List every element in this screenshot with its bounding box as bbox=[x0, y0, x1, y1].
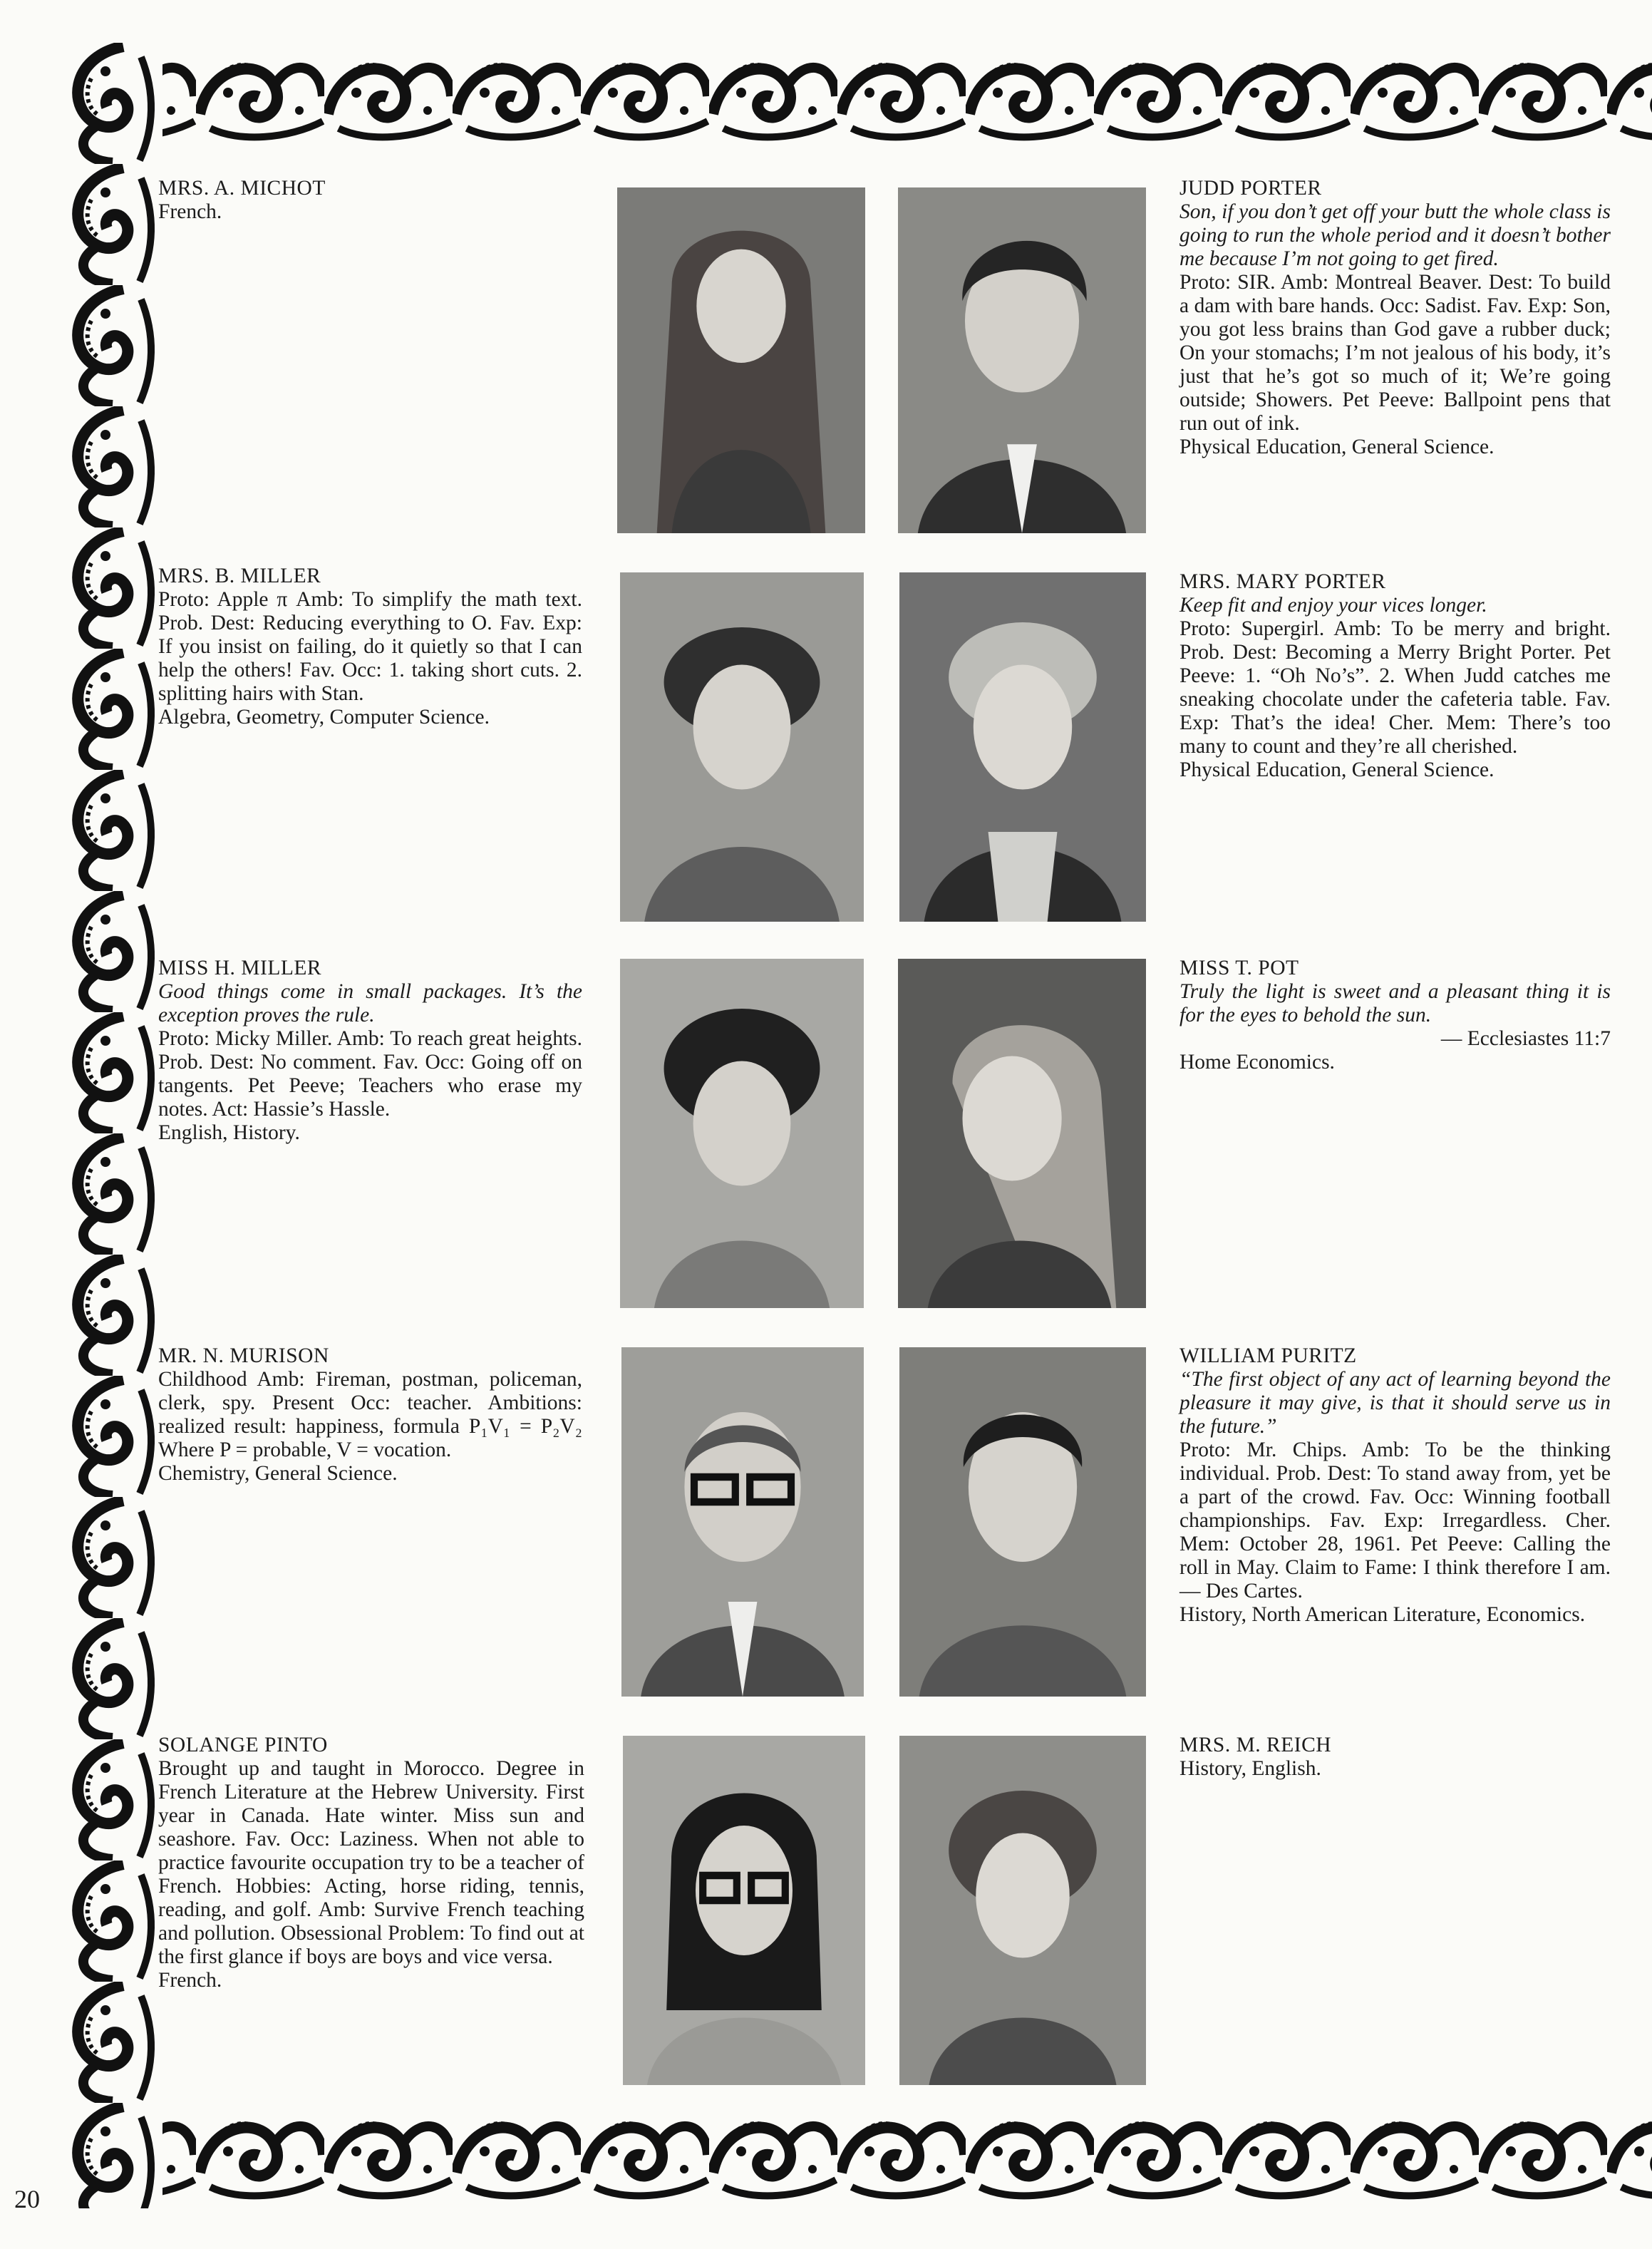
portrait-icon bbox=[623, 1736, 865, 2085]
entry-body: Brought up and taught in Morocco. Degree in French Literature at the Hebrew University. First year in Canada. Hate winter. Miss sun and seashore. Fav. Occ: Laziness. When not able to practice favourite occupation try to be a teacher of French. Hobbies: Acting, horse riding, tennis, reading, and golf. Amb: Survive French teaching and pollution. Obsessional Problem: To find out at the first glance if boys are boys and vice versa. bbox=[158, 1757, 584, 1968]
entry-quote: Good things come in small packages. It’s the exception proves the rule. bbox=[158, 980, 582, 1026]
entry-name: MR. N. MURISON bbox=[158, 1344, 329, 1367]
scroll-vine-ornament-icon bbox=[68, 43, 1652, 150]
entry-subjects: English, History. bbox=[158, 1121, 300, 1144]
portrait-icon bbox=[899, 572, 1146, 922]
scroll-vine-ornament-icon bbox=[68, 2101, 1652, 2208]
entry-subjects: Chemistry, General Science. bbox=[158, 1462, 398, 1485]
portrait-h-miller bbox=[620, 959, 864, 1308]
ornament-border-left bbox=[56, 43, 162, 2208]
entry-body: Proto: Mr. Chips. Amb: To be the thinking individual. Prob. Dest: To stand away from, yet be a part of the crowd. Fav. Occ: Winning football championships. Fav. Exp: Irregardless. Cher. Mem: October 28, 1961. Pet Peeve: Calling the roll in May. Claim to Fame: I think therefore I am. — Des Cartes. bbox=[1179, 1439, 1611, 1602]
portrait-michot bbox=[617, 187, 865, 533]
entry-name: WILLIAM PURITZ bbox=[1179, 1344, 1357, 1367]
portrait-icon bbox=[621, 1347, 864, 1697]
portrait-judd-porter bbox=[898, 187, 1146, 533]
portrait-murison bbox=[621, 1347, 864, 1697]
entry-name: MISS H. MILLER bbox=[158, 957, 322, 979]
entry-body: Childhood Amb: Fireman, postman, policeman, clerk, spy. Present Occ: teacher. Ambitions: realized result: happiness, formula P₁V₁ = P₂V₂ Where P = probable, V = vocation. bbox=[158, 1368, 582, 1461]
portrait-pinto bbox=[623, 1736, 865, 2085]
entry-body: Proto: SIR. Amb: Montreal Beaver. Dest: To build a dam with bare hands. Occ: Sadist. Fav. Exp: Son, you got less brains than God gave a rubber duck; On your stomachs; I’m not jealous of his body, it’s just that he’s got so much of it; We’re going outside; Showers. Pet Peeve: Ballpoint pens that run out of ink. bbox=[1179, 271, 1611, 435]
entry-name: MRS. A. MICHOT bbox=[158, 177, 326, 200]
entry-name: JUDD PORTER bbox=[1179, 177, 1322, 200]
entry-pinto bbox=[158, 1734, 584, 1992]
portrait-mary-porter bbox=[899, 572, 1146, 922]
portrait-icon bbox=[898, 959, 1146, 1308]
ornament-border-top bbox=[68, 43, 1652, 150]
entry-judd-porter bbox=[1179, 177, 1611, 459]
entry-puritz bbox=[1179, 1344, 1611, 1627]
portrait-puritz bbox=[899, 1347, 1146, 1697]
entry-reich bbox=[1179, 1734, 1611, 1781]
portrait-b-miller bbox=[620, 572, 864, 922]
portrait-reich bbox=[899, 1736, 1146, 2085]
entry-attribution: — Ecclesiastes 11:7 bbox=[1440, 1027, 1611, 1050]
portrait-t-pot bbox=[898, 959, 1146, 1308]
entry-subjects: French. bbox=[158, 200, 222, 223]
portrait-icon bbox=[899, 1347, 1146, 1697]
entry-quote: Son, if you don’t get off your butt the whole class is going to run the whole period and it doesn’t bother me because I’m not going to get fired. bbox=[1179, 200, 1611, 270]
entry-subjects: Home Economics. bbox=[1179, 1051, 1335, 1074]
portrait-icon bbox=[617, 187, 865, 533]
entry-subjects: History, English. bbox=[1179, 1757, 1321, 1780]
ornament-border-bottom bbox=[68, 2101, 1652, 2208]
entry-name: MRS. MARY PORTER bbox=[1179, 570, 1386, 593]
entry-name: MRS. M. REICH bbox=[1179, 1734, 1332, 1756]
entry-michot bbox=[158, 177, 586, 224]
entry-name: MRS. B. MILLER bbox=[158, 565, 321, 587]
entry-b-miller bbox=[158, 565, 582, 729]
entry-subjects: Physical Education, General Science. bbox=[1179, 436, 1494, 458]
entry-h-miller bbox=[158, 957, 582, 1145]
entry-subjects: Physical Education, General Science. bbox=[1179, 758, 1494, 781]
portrait-icon bbox=[620, 959, 864, 1308]
entry-quote: “The first object of any act of learning beyond the pleasure it may give, is that it should serve us in the future.” bbox=[1179, 1368, 1611, 1438]
entry-body: Proto: Micky Miller. Amb: To reach great heights. Prob. Dest: No comment. Fav. Occ: Going off on tangents. Pet Peeve; Teachers who erase my notes. Act: Hassie’s Hassle. bbox=[158, 1027, 582, 1121]
page-number: 20 bbox=[14, 2185, 40, 2213]
entry-quote: Truly the light is sweet and a pleasant thing it is for the eyes to behold the sun. bbox=[1179, 980, 1611, 1026]
entry-body: Proto: Supergirl. Amb: To be merry and bright. Prob. Dest: Becoming a Merry Bright Porter. Pet Peeve: 1. “Oh No’s”. 2. When Judd catches me sneaking chocolate under the cafeteria table. Fav. Exp: That’s the idea! Cher. Mem: There’s too many to count and they’re all cherished. bbox=[1179, 617, 1611, 758]
entry-name: SOLANGE PINTO bbox=[158, 1734, 328, 1756]
entry-murison bbox=[158, 1344, 582, 1486]
portrait-icon bbox=[899, 1736, 1146, 2085]
portrait-icon bbox=[620, 572, 864, 922]
portrait-icon bbox=[898, 187, 1146, 533]
entry-t-pot bbox=[1179, 957, 1611, 1074]
entry-subjects: History, North American Literature, Economics. bbox=[1179, 1603, 1586, 1626]
entry-subjects: French. bbox=[158, 1969, 222, 1992]
entry-subjects: Algebra, Geometry, Computer Science. bbox=[158, 706, 490, 729]
entry-name: MISS T. POT bbox=[1179, 957, 1299, 979]
entry-body: Proto: Apple π Amb: To simplify the math text. Prob. Dest: Reducing everything to O. Fav. Exp: If you insist on failing, do it quietly so that I can help the others! Fav. Occ: 1. taking short cuts. 2. splitting hairs with Stan. bbox=[158, 588, 582, 705]
scroll-vine-ornament-icon bbox=[56, 43, 162, 2208]
entry-mary-porter bbox=[1179, 570, 1611, 782]
entry-quote: Keep fit and enjoy your vices longer. bbox=[1179, 594, 1487, 617]
